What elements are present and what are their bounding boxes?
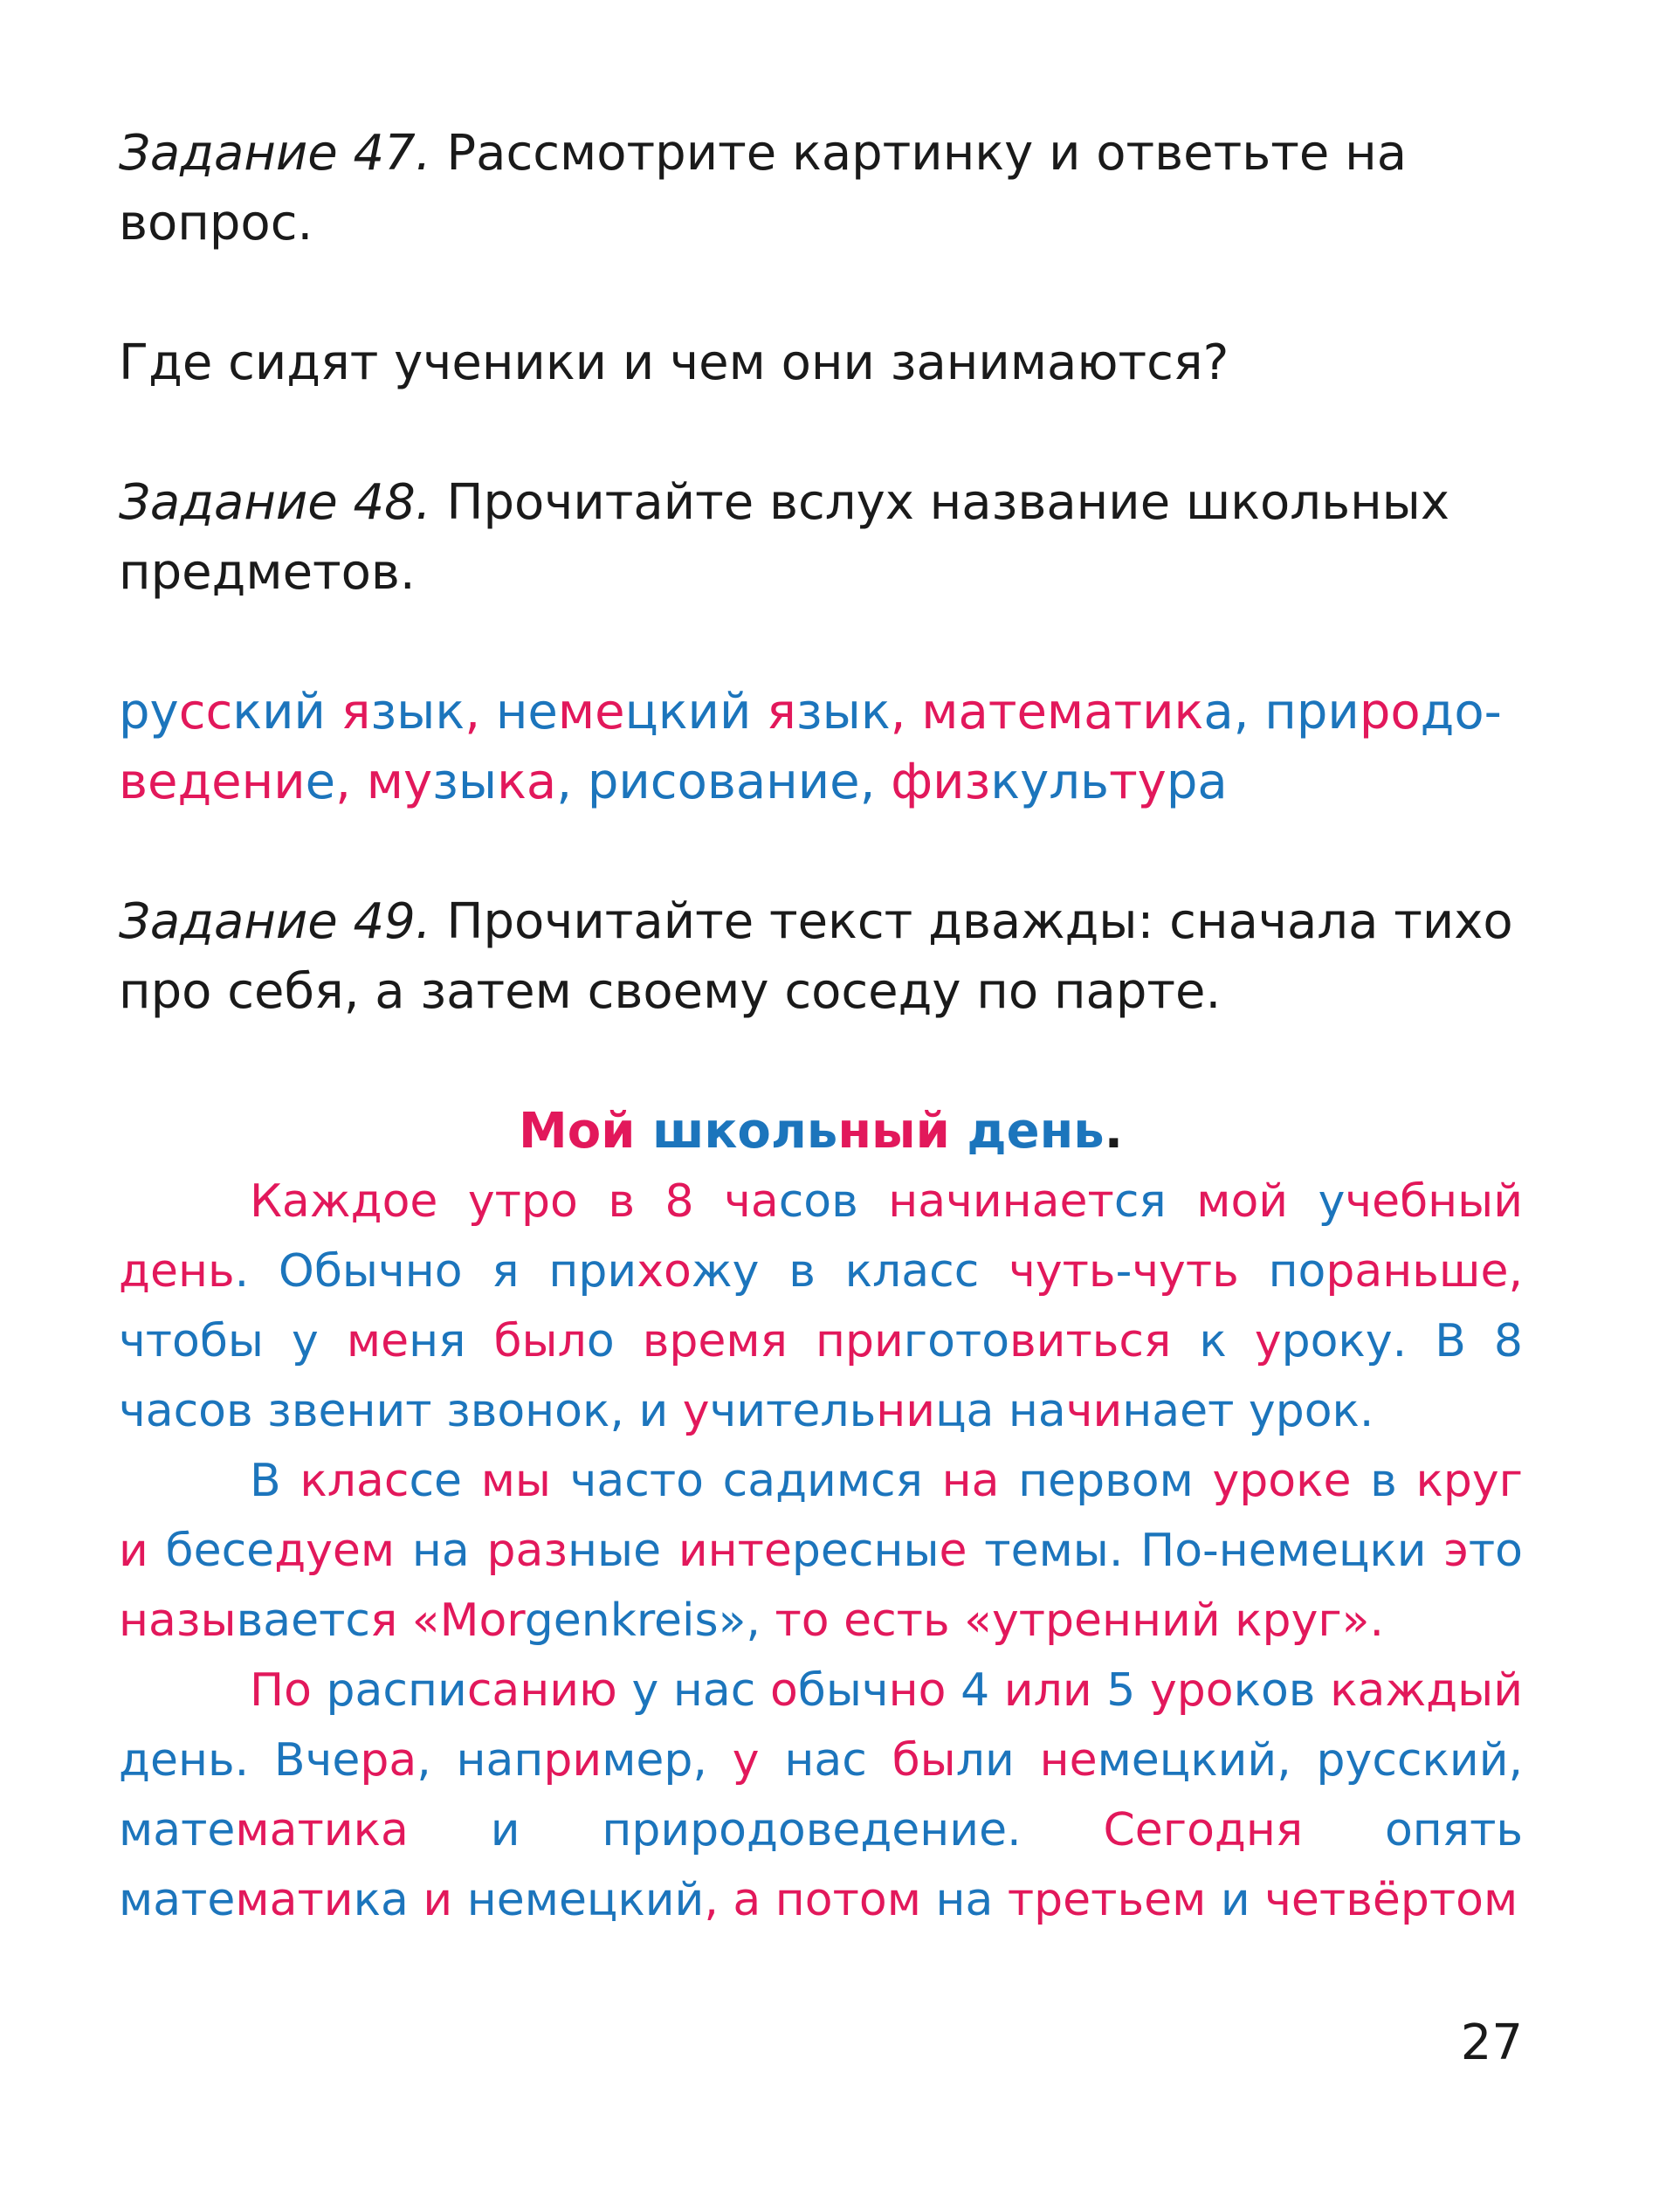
story-segment: то есть «утренний круг». bbox=[775, 1594, 1384, 1647]
story-paragraph bbox=[119, 1167, 1523, 1446]
story-segment: ков bbox=[1233, 1664, 1316, 1717]
story-segment: ваетс bbox=[236, 1594, 370, 1647]
story-segment: первом bbox=[1018, 1455, 1213, 1507]
story-segment: на bbox=[941, 1455, 1019, 1507]
task-47-text: Рассмотрите картинку и ответьте на вопрос. bbox=[119, 125, 1408, 251]
subject-segment: ка bbox=[497, 754, 557, 810]
story-title-segment: день bbox=[949, 1103, 1105, 1160]
story-segment: русский, мате bbox=[119, 1734, 1524, 1856]
story-segment: бесе bbox=[165, 1525, 275, 1577]
story-segment: 5 bbox=[1106, 1664, 1150, 1717]
story-segment: 4 bbox=[960, 1664, 1004, 1717]
story-segment: се bbox=[409, 1455, 481, 1507]
story-title-segment: Мой bbox=[519, 1103, 652, 1160]
story-segment: распи bbox=[326, 1664, 467, 1717]
subject-segment: я bbox=[341, 684, 371, 740]
story-segment: дуем bbox=[274, 1525, 412, 1577]
story-segment: при bbox=[815, 1315, 904, 1367]
story-segment: року. В 8 bbox=[1281, 1315, 1524, 1367]
subject-segment: кий bbox=[658, 684, 768, 740]
story-segment: день. Вче bbox=[119, 1734, 361, 1787]
subject-segment: , bbox=[1233, 684, 1265, 740]
subject-segment: , bbox=[465, 684, 496, 740]
story-segment: По bbox=[250, 1664, 327, 1717]
story-segment: , нап bbox=[417, 1734, 544, 1787]
story-segment: ни bbox=[876, 1385, 936, 1437]
subject-segment: ра bbox=[1166, 754, 1228, 810]
subject-segment: ру bbox=[119, 684, 179, 740]
story-segment: чуть bbox=[1009, 1245, 1116, 1298]
story-segment: чтобы у bbox=[119, 1315, 347, 1367]
story-segment: каждый bbox=[1315, 1664, 1523, 1717]
story-segment: по bbox=[1268, 1245, 1326, 1298]
story-body bbox=[119, 1167, 1523, 1935]
story-segment: время bbox=[642, 1315, 816, 1367]
subject-segment: зык bbox=[370, 684, 465, 740]
story-segment: бы bbox=[892, 1734, 956, 1787]
story-segment: третьем bbox=[1007, 1874, 1221, 1926]
story-segment: у bbox=[1318, 1175, 1346, 1228]
subject-segment: кий bbox=[232, 684, 341, 740]
page-number: 27 bbox=[1460, 2014, 1523, 2071]
story-segment: и bbox=[423, 1874, 467, 1926]
story-paragraph bbox=[119, 1656, 1523, 1935]
story-segment: инте bbox=[678, 1525, 792, 1577]
subject-segment: при bbox=[1264, 684, 1360, 740]
story-segment: назы bbox=[119, 1594, 237, 1647]
subject-segment: не bbox=[495, 684, 558, 740]
story-segment: е bbox=[939, 1525, 985, 1577]
subject-segment: рис bbox=[587, 754, 678, 810]
story-segment: санию bbox=[466, 1664, 632, 1717]
subject-segment: е bbox=[305, 754, 336, 810]
story-segment: ка bbox=[353, 1874, 423, 1926]
story-segment: круг bbox=[1415, 1455, 1523, 1507]
subject-segment: му bbox=[366, 754, 433, 810]
subject-segment: а bbox=[1203, 684, 1234, 740]
task-49-label: Задание 49. bbox=[119, 893, 431, 950]
story-segment: сов bbox=[778, 1175, 858, 1228]
page bbox=[119, 119, 1523, 1935]
subject-segment: мате bbox=[921, 684, 1047, 740]
story-segment: у bbox=[1254, 1315, 1282, 1367]
story-segment: к bbox=[1171, 1315, 1255, 1367]
story-segment: часто bbox=[569, 1455, 723, 1507]
task-48-label: Задание 48. bbox=[119, 474, 431, 531]
story-segment: четвёртом bbox=[1264, 1874, 1518, 1926]
story-segment: мате bbox=[119, 1874, 236, 1926]
story-segment: немецкий bbox=[466, 1874, 705, 1926]
subject-segment: ц bbox=[624, 684, 658, 740]
task-48 bbox=[119, 468, 1523, 608]
story-segment: я «Mor bbox=[369, 1594, 525, 1647]
story-segment: нас bbox=[784, 1734, 892, 1787]
story-segment: мати bbox=[235, 1874, 354, 1926]
story-segment: у bbox=[682, 1385, 710, 1437]
story-title-segment: школь bbox=[651, 1103, 838, 1160]
story-segment: в bbox=[1370, 1455, 1416, 1507]
story-segment: день bbox=[119, 1245, 235, 1298]
subjects-list bbox=[119, 678, 1523, 817]
story-segment: садимся bbox=[722, 1455, 942, 1507]
subject-segment: ование bbox=[677, 754, 860, 810]
story-segment: чуть bbox=[1132, 1245, 1269, 1298]
story-segment: ца на bbox=[935, 1385, 1066, 1437]
story-segment: раньше, bbox=[1325, 1245, 1523, 1298]
subject-segment: зык bbox=[795, 684, 891, 740]
subject-segment: , bbox=[859, 754, 892, 810]
story-segment: читель bbox=[709, 1385, 877, 1437]
story-segment: матика bbox=[235, 1804, 491, 1856]
story-segment: мецкий, bbox=[1097, 1734, 1291, 1787]
story-segment: мой bbox=[1166, 1175, 1319, 1228]
subject-segment: до- bbox=[1420, 684, 1502, 740]
story-segment: - bbox=[1115, 1245, 1133, 1298]
story-segment: темы. По-немецки bbox=[984, 1525, 1427, 1577]
subject-segment: ро bbox=[1359, 684, 1421, 740]
story-segment: и bbox=[119, 1525, 166, 1577]
subject-segment: зы bbox=[432, 754, 498, 810]
subject-segment: , bbox=[556, 754, 588, 810]
story-segment: . Обычно я при bbox=[234, 1245, 637, 1298]
story-segment: ся bbox=[1113, 1175, 1167, 1228]
story-segment: на bbox=[411, 1525, 487, 1577]
story-segment: уро bbox=[1149, 1664, 1234, 1717]
story-segment: жу в класс bbox=[691, 1245, 1009, 1298]
story-segment: клас bbox=[300, 1455, 410, 1507]
story-segment: о bbox=[769, 1664, 798, 1717]
story-segment: начинает bbox=[857, 1175, 1114, 1228]
subject-segment: , bbox=[890, 684, 922, 740]
story-segment: , а потом bbox=[704, 1874, 936, 1926]
subject-segment: куль bbox=[990, 754, 1110, 810]
story-title-segment: . bbox=[1104, 1103, 1123, 1160]
story-segment: ня bbox=[409, 1315, 494, 1367]
subject-segment: физ bbox=[891, 754, 991, 810]
story-segment: но bbox=[888, 1664, 961, 1717]
story-segment: уроке bbox=[1212, 1455, 1371, 1507]
story-segment: ри bbox=[543, 1734, 602, 1787]
story-segment: у bbox=[732, 1734, 785, 1787]
story-segment: виться bbox=[1009, 1315, 1172, 1367]
story-segment: нает урок. bbox=[1122, 1385, 1374, 1437]
story-segment: ресны bbox=[791, 1525, 940, 1577]
story-segment: чебный bbox=[1345, 1175, 1523, 1228]
story-segment: то bbox=[1468, 1525, 1523, 1577]
story-segment: был bbox=[493, 1315, 587, 1367]
story-segment: о bbox=[586, 1315, 643, 1367]
task-49-text: Прочитайте текст дважды: сначала тихо про себя, а затем своему соседу по парте. bbox=[119, 893, 1513, 1020]
story-segment: ные bbox=[568, 1525, 678, 1577]
story-segment: у нас bbox=[631, 1664, 770, 1717]
story-segment: В bbox=[250, 1455, 300, 1507]
story-segment: раз bbox=[486, 1525, 568, 1577]
story-segment: и природоведение. bbox=[490, 1804, 1104, 1856]
story-segment: хо bbox=[637, 1245, 692, 1298]
subject-segment: матик bbox=[1046, 684, 1204, 740]
story-segment: ра bbox=[360, 1734, 417, 1787]
task-47-question: Где сидят ученики и чем они занимаются? bbox=[119, 334, 1229, 391]
task-48-text: Прочитайте вслух название школьных предметов. bbox=[119, 474, 1450, 601]
story-segment: ме bbox=[346, 1315, 410, 1367]
story-segment: genkreis», bbox=[524, 1594, 775, 1647]
story-paragraph bbox=[119, 1446, 1523, 1656]
story-segment: чи bbox=[1065, 1385, 1123, 1437]
story-title bbox=[119, 1097, 1523, 1167]
story-segment: Каждое утро в 8 ча bbox=[250, 1175, 779, 1228]
subject-segment: ту bbox=[1109, 754, 1167, 810]
subject-segment: , bbox=[335, 754, 367, 810]
story-segment: не bbox=[1039, 1734, 1098, 1787]
task-47 bbox=[119, 119, 1523, 258]
task-47-label: Задание 47. bbox=[119, 125, 431, 182]
story-segment: мы bbox=[480, 1455, 570, 1507]
story-segment: опять bbox=[1384, 1804, 1523, 1856]
story-segment: гото bbox=[903, 1315, 1010, 1367]
story-segment: на bbox=[935, 1874, 1008, 1926]
story-segment: или bbox=[1003, 1664, 1107, 1717]
story-segment: ли bbox=[955, 1734, 1040, 1787]
subject-segment: сс bbox=[178, 684, 233, 740]
subject-segment: ме bbox=[557, 684, 625, 740]
subject-segment: я bbox=[767, 684, 796, 740]
story-segment: и bbox=[1220, 1874, 1265, 1926]
story-title-segment: ный bbox=[837, 1103, 950, 1160]
story-segment: часов звенит звонок, и bbox=[119, 1385, 683, 1437]
story-segment: Сегодня bbox=[1103, 1804, 1385, 1856]
story-segment: э bbox=[1426, 1525, 1469, 1577]
story-segment: быч bbox=[797, 1664, 889, 1717]
task-49 bbox=[119, 887, 1523, 1027]
subject-segment: ведени bbox=[119, 754, 306, 810]
story-segment: мер, bbox=[602, 1734, 733, 1787]
